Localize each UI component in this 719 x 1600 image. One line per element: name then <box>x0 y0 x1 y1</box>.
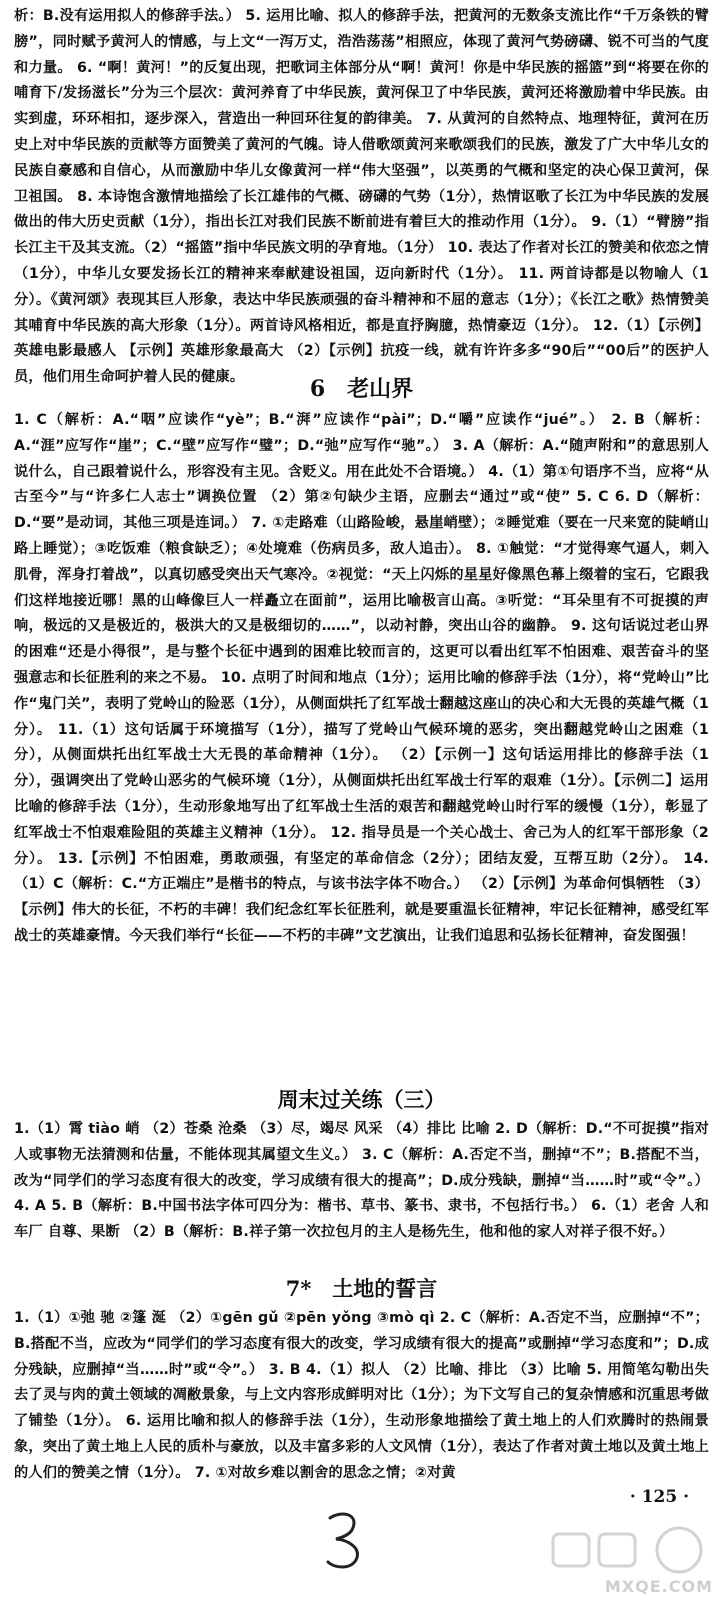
watermark-icon <box>533 1526 713 1576</box>
watermark-text: MXQE.COM <box>604 1577 713 1596</box>
answer-page <box>14 4 709 1538</box>
watermark-logo <box>533 1526 713 1596</box>
handwritten-3-mark <box>322 1508 370 1572</box>
page-number: · 125 · <box>629 1487 689 1507</box>
answer-paragraph-6: 1. C（解析：A.“咽”应读作“yè”；B.“湃”应读作“pài”；D.“嚼”应读作“jué”。） 2. B（解析：A.“涯”应写作“崖”；C.“壁”应写作“璧”；D.“弛”应写作“驰”。） 3. A（解析：A.“随声附和”的意思别人说什么，自己跟着说什么，形容没有主见。含贬义。用在此处不合语境。） 4.（1）第①句语序不当，应将“从古至今”与“许多仁人志士”调换位置 （2）第②句缺少主语，应删去“通过”或“使” 5. C 6. D（解析：D.“要”是动词，其他三项是连词。） 7. ①走路难（山路险峻，悬崖峭壁）；②睡觉难（要在一尺来宽的陡峭山路上睡觉）；③吃饭难（粮食缺乏）；④处境难（伤病员多，敌人追击）。 8. ①触觉：“才觉得寒气逼人，刺入肌骨，浑身打着战”，以真切感受突出天气寒冷。②视觉：“天上闪烁的星星好像黑色幕上缀着的宝石，它跟我们这样地接近哪！黑的山峰像巨人一样矗立在面前”，运用比喻极言山高。③听觉：“耳朵里有不可捉摸的声响，极远的又是极近的，极洪大的又是极细切的……”，以动衬静，突出山谷的幽静。 9. 这句话说过老山界的困难“还是小得很”，是与整个长征中遇到的困难比较而言的，这更可以看出红军不怕困难、艰苦奋斗的坚强意志和长征胜利的来之不易。 10. 点明了时间和地点（1分）；运用比喻的修辞手法（1分），将“党岭山”比作“鬼门关”，表明了党岭山的险恶（1分），从侧面烘托了红军战士翻越这座山的决心和大无畏的英雄气概（1分）。 11.（1）这句话属于环境描写（1分），描写了党岭山气候环境的恶劣，突出翻越党岭山之困难（1分），从侧面烘托出红军战士大无畏的革命精神（1分）。 （2）【示例一】这句话运用排比的修辞手法（1分），强调突出了党岭山恶劣的气候环境（1分），从侧面烘托出红军战士行军的艰难（1分）。【示例二】运用比喻的修辞手法（1分），生动形象地写出了红军战士生活的艰苦和翻越党岭山时行军的缓慢（1分），彰显了红军战士不怕艰难险阻的英雄主义精神（1分）。 12. 指导员是一个关心战士、舍己为人的红军干部形象（2分）。 13.【示例】不怕困难，勇敢顽强，有坚定的革命信念（2分）；团结友爱，互帮互助（2分）。 14.（1）C（解析：C.“方正端庄”是楷书的特点，与该书法字体不吻合。） （2）【示例】为革命何惧牺牲 （3）【示例】伟大的长征，不朽的丰碑！我们纪念红军长征胜利，就是要重温长征精神，牢记长征精神，感受红军战士的英雄豪情。今天我们举行“长征——不朽的丰碑”文艺演出，让我们追思和弘扬长征精神，奋发图强！ <box>14 412 709 944</box>
section-heading-laoshanjie: 6 老山界 <box>309 376 414 402</box>
answer-paragraph-7: 1.（1）①弛 驰 ②篷 涎 （2）①gēn gǔ ②pēn yǒng ③mò qì 2. C（解析：A.否定不当，应删掉“不”；B.搭配不当，应改为“同学们的学习态度有很大的改变，学习成绩有很大的提高”或删掉“学习态度和”；D.成分残缺，应删掉“当……时”或“令”。） 3. B 4.（1）拟人 （2）比喻、排比 （3）比喻 5. 用简笔勾勒出失去了灵与肉的黄土领域的凋敝景象，与上文内容形成鲜明对比（1分）；为下文写自己的复杂情感和沉重思考做了铺垫（1分）。 6. 运用比喻和拟人的修辞手法（1分），生动形象地描绘了黄土地上的人们欢腾时的热闹景象，突出了黄土地上人民的质朴与豪放，以及丰富多彩的人文风情（1分），表达了作者对黄土地以及黄土地上的人们的赞美之情（1分）。 7. ①对故乡难以割舍的思念之情；②对黄 <box>14 1310 709 1481</box>
section-heading-weekend-3: 周末过关练（三） <box>277 1087 446 1112</box>
section-heading-tudi: 7* 土地的誓言 <box>285 1276 438 1301</box>
answer-paragraph-5: 析：B.没有运用拟人的修辞手法。） 5. 运用比喻、拟人的修辞手法，把黄河的无数条支流比作“千万条铁的臂膀”，同时赋予黄河人的情感，与上文“一泻万丈，浩浩荡荡”相照应，体现了黄河气势磅礴、锐不可当的气度和力量。 6. “啊！黄河！”的反复出现，把歌词主体部分从“啊！黄河！你是中华民族的摇篮”到“将要在你的哺育下/发扬滋长”分为三个层次：黄河养育了中华民族，黄河保卫了中华民族，黄河还将激励着中华民族。由实到虚，环环相扣，逐步深入，营造出一种回环往复的韵律美。 7. 从黄河的自然特点、地理特征，黄河在历史上对中华民族的贡献等方面赞美了黄河的气魄。诗人借歌颂黄河来歌颂我们的民族，激发了广大中华儿女的民族自豪感和自信心，从而激励中华儿女像黄河一样“伟大坚强”，以英勇的气概和坚定的决心保卫黄河，保卫祖国。 8. 本诗饱含激情地描绘了长江雄伟的气概、磅礴的气势（1分），热情讴歌了长江为中华民族的发展做出的伟大历史贡献（1分），指出长江对我们民族不断前进有着巨大的推动作用（1分）。 9.（1）“臂膀”指长江主干及其支流。（2）“摇篮”指中华民族文明的孕育地。（1分） 10. 表达了作者对长江的赞美和依恋之情（1分），中华儿女要发扬长江的精神来奉献建设祖国，迈向新时代（1分）。 11. 两首诗都是以物喻人（1分）。《黄河颂》表现其巨人形象，表达中华民族顽强的奋斗精神和不屈的意志（1分）；《长江之歌》热情赞美其哺育中华民族的高大形象（1分）。两首诗风格相近，都是直抒胸臆，热情豪迈（1分）。 12.（1）【示例】英雄电影最感人 【示例】英雄形象最高大 （2）【示例】抗疫一线，就有许许多多“90后”“00后”的医护人员，他们用生命呵护着人民的健康。 <box>14 8 709 386</box>
answer-paragraph-weekend: 1.（1）霄 tiào 峭 （2）苍桑 沧桑 （3）尽，竭尽 风采 （4）排比 比喻 2. D（解析：D.“不可捉摸”指对人或事物无法猜测和估量，不能体现其属望文生义。） 3. C（解析：A.否定不当，删掉“不”；B.搭配不当，改为“同学们的学习态度有很大的改变，学习成绩有很大的提高”；D.成分残缺，删掉“当……时”或“令”。） 4. A 5. B（解析：B.中国书法字体可四分为：楷书、草书、篆书、隶书，不包括行书。） 6.（1）老舍 人和车厂 自尊、果断 （2）B（解析：B.祥子第一次拉包月的主人是杨先生，他和他的家人对祥子很不好。） <box>14 1121 709 1241</box>
